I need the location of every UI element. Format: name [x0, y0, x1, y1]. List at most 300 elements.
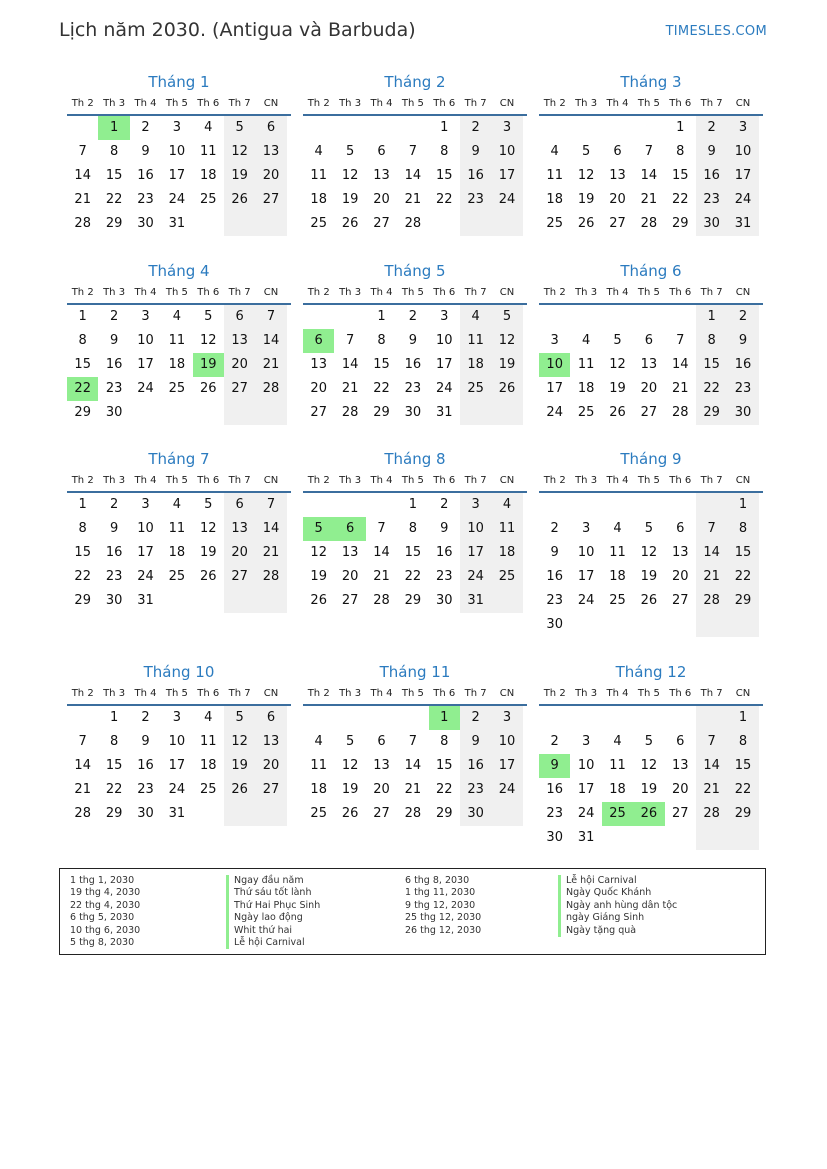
day-cell[interactable]: 20 — [255, 754, 286, 778]
day-cell[interactable]: 22 — [435, 192, 453, 207]
day-cell[interactable]: 15 — [727, 754, 758, 778]
day-cell[interactable]: 14 — [373, 545, 390, 560]
holiday-day-cell[interactable]: 9 — [539, 754, 570, 778]
day-cell[interactable]: 21 — [255, 541, 286, 565]
day-cell[interactable]: 20 — [671, 569, 689, 584]
day-cell[interactable]: 1 — [408, 497, 417, 512]
day-cell[interactable]: 30 — [727, 401, 758, 425]
day-cell[interactable]: 7 — [408, 734, 417, 749]
day-cell[interactable]: 6 — [255, 116, 286, 140]
day-cell[interactable]: 16 — [435, 545, 453, 560]
day-cell[interactable]: 10 — [491, 140, 522, 164]
day-cell[interactable]: 31 — [727, 212, 758, 236]
day-cell[interactable]: 18 — [310, 192, 327, 207]
day-cell[interactable]: 22 — [404, 569, 422, 584]
day-cell[interactable]: 1 — [676, 120, 685, 135]
day-cell[interactable]: 8 — [408, 521, 417, 536]
day-cell[interactable]: 22 — [74, 569, 91, 584]
holiday-day-cell[interactable]: 10 — [539, 353, 570, 377]
day-cell[interactable]: 21 — [696, 565, 727, 589]
day-cell[interactable]: 28 — [373, 593, 390, 608]
day-cell[interactable]: 7 — [696, 730, 727, 754]
day-cell[interactable]: 10 — [168, 144, 186, 159]
day-cell[interactable]: 9 — [109, 521, 119, 536]
day-cell[interactable]: 27 — [671, 593, 689, 608]
day-cell[interactable]: 27 — [373, 806, 390, 821]
day-cell[interactable]: 29 — [404, 593, 422, 608]
day-cell[interactable]: 22 — [105, 192, 123, 207]
day-cell[interactable]: 22 — [696, 377, 727, 401]
day-cell[interactable]: 29 — [727, 589, 758, 613]
holiday-day-cell[interactable]: 26 — [633, 802, 664, 826]
day-cell[interactable]: 25 — [577, 405, 595, 420]
day-cell[interactable]: 7 — [345, 333, 355, 348]
day-cell[interactable]: 26 — [577, 216, 595, 231]
day-cell[interactable]: 18 — [577, 381, 595, 396]
day-cell[interactable]: 4 — [491, 493, 522, 517]
day-cell[interactable]: 18 — [199, 758, 217, 773]
day-cell[interactable]: 17 — [491, 164, 522, 188]
site-link[interactable]: TIMESLES.COM — [665, 24, 767, 39]
day-cell[interactable]: 8 — [440, 144, 449, 159]
day-cell[interactable]: 9 — [696, 140, 727, 164]
day-cell[interactable]: 27 — [671, 806, 689, 821]
day-cell[interactable]: 14 — [640, 168, 658, 183]
day-cell[interactable]: 16 — [727, 353, 758, 377]
day-cell[interactable]: 23 — [546, 806, 563, 821]
day-cell[interactable]: 25 — [168, 381, 186, 396]
day-cell[interactable]: 7 — [78, 734, 87, 749]
day-cell[interactable]: 29 — [74, 405, 91, 420]
day-cell[interactable]: 2 — [408, 309, 417, 324]
day-cell[interactable]: 12 — [609, 357, 626, 372]
day-cell[interactable]: 25 — [491, 565, 522, 589]
day-cell[interactable]: 13 — [255, 730, 286, 754]
day-cell[interactable]: 8 — [696, 329, 727, 353]
day-cell[interactable]: 26 — [640, 593, 658, 608]
day-cell[interactable]: 5 — [613, 333, 622, 348]
day-cell[interactable]: 20 — [255, 164, 286, 188]
day-cell[interactable]: 11 — [199, 734, 217, 749]
day-cell[interactable]: 14 — [74, 758, 91, 773]
day-cell[interactable]: 13 — [373, 758, 390, 773]
day-cell[interactable]: 4 — [314, 734, 323, 749]
day-cell[interactable]: 5 — [204, 309, 213, 324]
day-cell[interactable]: 5 — [581, 144, 591, 159]
day-cell[interactable]: 8 — [109, 734, 119, 749]
day-cell[interactable]: 16 — [105, 357, 123, 372]
day-cell[interactable]: 9 — [408, 333, 417, 348]
day-cell[interactable]: 26 — [199, 381, 217, 396]
day-cell[interactable]: 22 — [671, 192, 689, 207]
day-cell[interactable]: 23 — [435, 569, 453, 584]
day-cell[interactable]: 24 — [727, 188, 758, 212]
day-cell[interactable]: 20 — [224, 353, 255, 377]
day-cell[interactable]: 23 — [460, 778, 491, 802]
day-cell[interactable]: 29 — [373, 405, 390, 420]
day-cell[interactable]: 23 — [727, 377, 758, 401]
day-cell[interactable]: 11 — [310, 168, 327, 183]
day-cell[interactable]: 10 — [577, 758, 595, 773]
day-cell[interactable]: 3 — [440, 309, 449, 324]
day-cell[interactable]: 21 — [671, 381, 689, 396]
day-cell[interactable]: 2 — [141, 710, 150, 725]
day-cell[interactable]: 5 — [345, 734, 355, 749]
day-cell[interactable]: 28 — [404, 806, 422, 821]
day-cell[interactable]: 2 — [696, 116, 727, 140]
day-cell[interactable]: 3 — [460, 493, 491, 517]
day-cell[interactable]: 21 — [255, 353, 286, 377]
day-cell[interactable]: 7 — [696, 517, 727, 541]
day-cell[interactable]: 16 — [546, 782, 563, 797]
day-cell[interactable]: 24 — [577, 593, 595, 608]
day-cell[interactable]: 14 — [696, 541, 727, 565]
day-cell[interactable]: 25 — [546, 216, 563, 231]
day-cell[interactable]: 24 — [168, 782, 186, 797]
day-cell[interactable]: 22 — [105, 782, 123, 797]
day-cell[interactable]: 12 — [224, 730, 255, 754]
day-cell[interactable]: 6 — [676, 521, 685, 536]
day-cell[interactable]: 10 — [168, 734, 186, 749]
day-cell[interactable]: 27 — [255, 188, 286, 212]
day-cell[interactable]: 23 — [404, 381, 422, 396]
day-cell[interactable]: 12 — [341, 168, 359, 183]
day-cell[interactable]: 13 — [609, 168, 626, 183]
day-cell[interactable]: 26 — [609, 405, 626, 420]
day-cell[interactable]: 17 — [460, 541, 491, 565]
day-cell[interactable]: 1 — [377, 309, 386, 324]
day-cell[interactable]: 27 — [224, 377, 255, 401]
day-cell[interactable]: 15 — [373, 357, 390, 372]
day-cell[interactable]: 28 — [640, 216, 658, 231]
day-cell[interactable]: 27 — [224, 565, 255, 589]
day-cell[interactable]: 7 — [644, 144, 653, 159]
day-cell[interactable]: 17 — [435, 357, 453, 372]
day-cell[interactable]: 16 — [105, 545, 123, 560]
day-cell[interactable]: 2 — [460, 706, 491, 730]
day-cell[interactable]: 29 — [74, 593, 91, 608]
day-cell[interactable]: 6 — [224, 493, 255, 517]
day-cell[interactable]: 24 — [491, 188, 522, 212]
day-cell[interactable]: 28 — [696, 589, 727, 613]
day-cell[interactable]: 26 — [224, 778, 255, 802]
day-cell[interactable]: 12 — [224, 140, 255, 164]
day-cell[interactable]: 25 — [609, 593, 626, 608]
day-cell[interactable]: 2 — [550, 521, 559, 536]
day-cell[interactable]: 20 — [609, 192, 626, 207]
day-cell[interactable]: 23 — [137, 192, 154, 207]
day-cell[interactable]: 8 — [109, 144, 119, 159]
day-cell[interactable]: 26 — [341, 216, 359, 231]
day-cell[interactable]: 27 — [373, 216, 390, 231]
day-cell[interactable]: 2 — [440, 497, 449, 512]
day-cell[interactable]: 17 — [137, 545, 154, 560]
day-cell[interactable]: 23 — [696, 188, 727, 212]
day-cell[interactable]: 17 — [727, 164, 758, 188]
holiday-day-cell[interactable]: 25 — [602, 802, 633, 826]
day-cell[interactable]: 28 — [341, 405, 359, 420]
day-cell[interactable]: 26 — [224, 188, 255, 212]
day-cell[interactable]: 21 — [341, 381, 359, 396]
day-cell[interactable]: 5 — [224, 706, 255, 730]
holiday-day-cell[interactable]: 19 — [193, 353, 224, 377]
day-cell[interactable]: 14 — [341, 357, 359, 372]
day-cell[interactable]: 31 — [460, 589, 491, 613]
day-cell[interactable]: 10 — [137, 333, 154, 348]
day-cell[interactable]: 6 — [644, 333, 653, 348]
day-cell[interactable]: 15 — [105, 168, 123, 183]
day-cell[interactable]: 13 — [224, 329, 255, 353]
day-cell[interactable]: 23 — [460, 188, 491, 212]
holiday-day-cell[interactable]: 5 — [303, 517, 334, 541]
day-cell[interactable]: 4 — [613, 521, 622, 536]
day-cell[interactable]: 15 — [435, 758, 453, 773]
day-cell[interactable]: 21 — [373, 569, 390, 584]
day-cell[interactable]: 28 — [255, 377, 286, 401]
day-cell[interactable]: 6 — [377, 734, 386, 749]
day-cell[interactable]: 30 — [460, 802, 491, 826]
day-cell[interactable]: 9 — [550, 545, 559, 560]
day-cell[interactable]: 10 — [137, 521, 154, 536]
day-cell[interactable]: 5 — [644, 734, 653, 749]
day-cell[interactable]: 1 — [727, 493, 758, 517]
day-cell[interactable]: 16 — [696, 164, 727, 188]
day-cell[interactable]: 21 — [404, 192, 422, 207]
day-cell[interactable]: 5 — [644, 521, 653, 536]
day-cell[interactable]: 17 — [546, 381, 563, 396]
day-cell[interactable]: 9 — [460, 730, 491, 754]
day-cell[interactable]: 31 — [168, 216, 186, 231]
day-cell[interactable]: 10 — [577, 545, 595, 560]
day-cell[interactable]: 15 — [404, 545, 422, 560]
day-cell[interactable]: 4 — [172, 309, 181, 324]
day-cell[interactable]: 11 — [168, 521, 186, 536]
day-cell[interactable]: 19 — [609, 381, 626, 396]
day-cell[interactable]: 24 — [435, 381, 453, 396]
day-cell[interactable]: 24 — [460, 565, 491, 589]
day-cell[interactable]: 19 — [224, 754, 255, 778]
day-cell[interactable]: 6 — [613, 144, 622, 159]
day-cell[interactable]: 16 — [460, 164, 491, 188]
day-cell[interactable]: 22 — [727, 565, 758, 589]
day-cell[interactable]: 30 — [137, 216, 154, 231]
day-cell[interactable]: 25 — [310, 806, 327, 821]
day-cell[interactable]: 14 — [404, 168, 422, 183]
day-cell[interactable]: 24 — [168, 192, 186, 207]
day-cell[interactable]: 16 — [404, 357, 422, 372]
day-cell[interactable]: 8 — [377, 333, 386, 348]
day-cell[interactable]: 30 — [404, 405, 422, 420]
day-cell[interactable]: 26 — [310, 593, 327, 608]
day-cell[interactable]: 17 — [137, 357, 154, 372]
day-cell[interactable]: 22 — [373, 381, 390, 396]
day-cell[interactable]: 19 — [640, 569, 658, 584]
day-cell[interactable]: 31 — [137, 593, 154, 608]
day-cell[interactable]: 8 — [440, 734, 449, 749]
holiday-day-cell[interactable]: 1 — [98, 116, 129, 140]
day-cell[interactable]: 15 — [696, 353, 727, 377]
day-cell[interactable]: 11 — [168, 333, 186, 348]
day-cell[interactable]: 20 — [224, 541, 255, 565]
day-cell[interactable]: 18 — [546, 192, 563, 207]
day-cell[interactable]: 4 — [581, 333, 591, 348]
day-cell[interactable]: 8 — [676, 144, 685, 159]
day-cell[interactable]: 31 — [577, 830, 595, 845]
day-cell[interactable]: 4 — [172, 497, 181, 512]
day-cell[interactable]: 11 — [460, 329, 491, 353]
day-cell[interactable]: 29 — [105, 806, 123, 821]
day-cell[interactable]: 3 — [141, 497, 150, 512]
day-cell[interactable]: 28 — [404, 216, 422, 231]
day-cell[interactable]: 2 — [460, 116, 491, 140]
day-cell[interactable]: 28 — [696, 802, 727, 826]
day-cell[interactable]: 13 — [255, 140, 286, 164]
day-cell[interactable]: 18 — [609, 569, 626, 584]
day-cell[interactable]: 29 — [105, 216, 123, 231]
day-cell[interactable]: 13 — [373, 168, 390, 183]
day-cell[interactable]: 14 — [74, 168, 91, 183]
day-cell[interactable]: 5 — [224, 116, 255, 140]
day-cell[interactable]: 19 — [640, 782, 658, 797]
day-cell[interactable]: 19 — [341, 192, 359, 207]
day-cell[interactable]: 28 — [74, 216, 91, 231]
day-cell[interactable]: 31 — [435, 405, 453, 420]
day-cell[interactable]: 17 — [577, 569, 595, 584]
day-cell[interactable]: 30 — [546, 830, 563, 845]
day-cell[interactable]: 14 — [671, 357, 689, 372]
day-cell[interactable]: 23 — [137, 782, 154, 797]
day-cell[interactable]: 27 — [609, 216, 626, 231]
day-cell[interactable]: 24 — [137, 569, 154, 584]
day-cell[interactable]: 14 — [255, 329, 286, 353]
day-cell[interactable]: 23 — [546, 593, 563, 608]
day-cell[interactable]: 13 — [671, 758, 689, 773]
day-cell[interactable]: 6 — [224, 305, 255, 329]
holiday-day-cell[interactable]: 6 — [303, 329, 334, 353]
day-cell[interactable]: 19 — [491, 353, 522, 377]
day-cell[interactable]: 26 — [491, 377, 522, 401]
day-cell[interactable]: 11 — [609, 545, 626, 560]
day-cell[interactable]: 30 — [435, 593, 453, 608]
day-cell[interactable]: 3 — [491, 706, 522, 730]
day-cell[interactable]: 3 — [141, 309, 150, 324]
day-cell[interactable]: 9 — [141, 734, 150, 749]
day-cell[interactable]: 9 — [440, 521, 449, 536]
day-cell[interactable]: 17 — [491, 754, 522, 778]
day-cell[interactable]: 18 — [460, 353, 491, 377]
day-cell[interactable]: 8 — [727, 730, 758, 754]
day-cell[interactable]: 20 — [640, 381, 658, 396]
day-cell[interactable]: 1 — [727, 706, 758, 730]
day-cell[interactable]: 17 — [168, 758, 186, 773]
day-cell[interactable]: 24 — [137, 381, 154, 396]
day-cell[interactable]: 29 — [696, 401, 727, 425]
day-cell[interactable]: 1 — [78, 497, 87, 512]
day-cell[interactable]: 14 — [255, 517, 286, 541]
day-cell[interactable]: 31 — [168, 806, 186, 821]
day-cell[interactable]: 24 — [546, 405, 563, 420]
day-cell[interactable]: 1 — [78, 309, 87, 324]
day-cell[interactable]: 15 — [74, 357, 91, 372]
day-cell[interactable]: 19 — [341, 782, 359, 797]
day-cell[interactable]: 21 — [696, 778, 727, 802]
day-cell[interactable]: 11 — [310, 758, 327, 773]
day-cell[interactable]: 18 — [168, 357, 186, 372]
day-cell[interactable]: 29 — [727, 802, 758, 826]
day-cell[interactable]: 2 — [141, 120, 150, 135]
day-cell[interactable]: 3 — [491, 116, 522, 140]
day-cell[interactable]: 15 — [435, 168, 453, 183]
day-cell[interactable]: 23 — [105, 569, 123, 584]
day-cell[interactable]: 19 — [199, 545, 217, 560]
day-cell[interactable]: 16 — [460, 754, 491, 778]
day-cell[interactable]: 6 — [377, 144, 386, 159]
day-cell[interactable]: 28 — [255, 565, 286, 589]
day-cell[interactable]: 30 — [137, 806, 154, 821]
day-cell[interactable]: 10 — [727, 140, 758, 164]
day-cell[interactable]: 21 — [640, 192, 658, 207]
holiday-day-cell[interactable]: 1 — [429, 706, 460, 730]
day-cell[interactable]: 12 — [640, 545, 658, 560]
day-cell[interactable]: 15 — [74, 545, 91, 560]
day-cell[interactable]: 17 — [168, 168, 186, 183]
day-cell[interactable]: 22 — [727, 778, 758, 802]
day-cell[interactable]: 7 — [676, 333, 685, 348]
day-cell[interactable]: 7 — [377, 521, 386, 536]
day-cell[interactable]: 18 — [310, 782, 327, 797]
day-cell[interactable]: 13 — [640, 357, 658, 372]
day-cell[interactable]: 20 — [310, 381, 327, 396]
day-cell[interactable]: 7 — [255, 305, 286, 329]
day-cell[interactable]: 12 — [577, 168, 595, 183]
day-cell[interactable]: 2 — [109, 497, 119, 512]
day-cell[interactable]: 21 — [74, 192, 91, 207]
day-cell[interactable]: 15 — [671, 168, 689, 183]
day-cell[interactable]: 24 — [491, 778, 522, 802]
day-cell[interactable]: 12 — [341, 758, 359, 773]
day-cell[interactable]: 30 — [546, 617, 563, 632]
day-cell[interactable]: 11 — [546, 168, 563, 183]
holiday-day-cell[interactable]: 22 — [67, 377, 98, 401]
day-cell[interactable]: 15 — [105, 758, 123, 773]
day-cell[interactable]: 16 — [137, 168, 154, 183]
day-cell[interactable]: 4 — [550, 144, 559, 159]
day-cell[interactable]: 5 — [345, 144, 355, 159]
day-cell[interactable]: 8 — [727, 517, 758, 541]
day-cell[interactable]: 13 — [310, 357, 327, 372]
day-cell[interactable]: 14 — [696, 754, 727, 778]
day-cell[interactable]: 23 — [105, 381, 123, 396]
day-cell[interactable]: 12 — [310, 545, 327, 560]
day-cell[interactable]: 20 — [373, 782, 390, 797]
day-cell[interactable]: 25 — [460, 377, 491, 401]
day-cell[interactable]: 17 — [577, 782, 595, 797]
day-cell[interactable]: 19 — [224, 164, 255, 188]
day-cell[interactable]: 10 — [435, 333, 453, 348]
day-cell[interactable]: 11 — [491, 517, 522, 541]
day-cell[interactable]: 4 — [204, 710, 213, 725]
day-cell[interactable]: 18 — [168, 545, 186, 560]
day-cell[interactable]: 5 — [204, 497, 213, 512]
day-cell[interactable]: 10 — [491, 730, 522, 754]
day-cell[interactable]: 25 — [199, 192, 217, 207]
day-cell[interactable]: 9 — [727, 329, 758, 353]
day-cell[interactable]: 3 — [727, 116, 758, 140]
day-cell[interactable]: 11 — [199, 144, 217, 159]
day-cell[interactable]: 25 — [199, 782, 217, 797]
day-cell[interactable]: 6 — [255, 706, 286, 730]
day-cell[interactable]: 29 — [435, 806, 453, 821]
